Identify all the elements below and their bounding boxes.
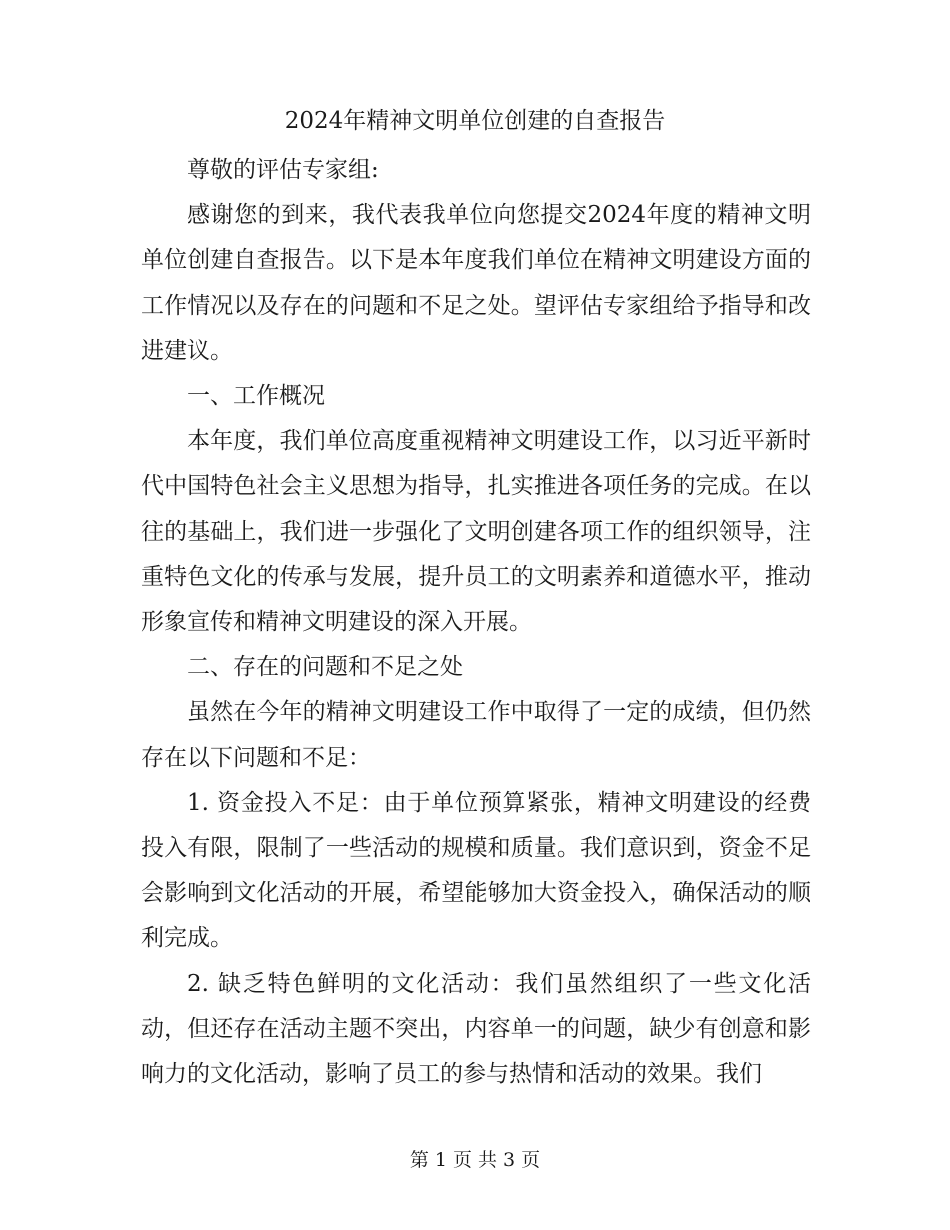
section-heading-overview: 一、工作概况	[187, 383, 325, 410]
section-heading-problems: 二、存在的问题和不足之处	[187, 654, 463, 681]
salutation-paragraph: 尊敬的评估专家组:	[187, 157, 379, 183]
page-footer: 第 1 页 共 3 页	[409, 1149, 541, 1171]
problems-intro-paragraph: 虽然在今年的精神文明建设工作中取得了一定的成绩，但仍然存在以下问题和不足：	[141, 699, 811, 771]
problem-item-1: 1. 资金投入不足：由于单位预算紧张，精神文明建设的经费投入有限，限制了一些活动的规模和质量。我们意识到，资金不足会影响到文化活动的开展，希望能够加大资金投入，确保活动的顺利完成。	[141, 789, 811, 952]
overview-paragraph: 本年度，我们单位高度重视精神文明建设工作，以习近平新时代中国特色社会主义思想为指导，扎实推进各项任务的完成。在以往的基础上，我们进一步强化了文明创建各项工作的组织领导，注重特色文化的传承与发展，提升员工的文明素养和道德水平，推动形象宣传和精神文明建设的深入开展。	[141, 428, 811, 636]
problem-item-2: 2. 缺乏特色鲜明的文化活动：我们虽然组织了一些文化活动，但还存在活动主题不突出，内容单一的问题，缺少有创意和影响力的文化活动，影响了员工的参与热情和活动的效果。我们	[141, 970, 811, 1088]
document-body	[141, 148, 811, 1097]
document-title: 2024年精神文明单位创建的自查报告	[284, 108, 666, 134]
intro-paragraph: 感谢您的到来，我代表我单位向您提交2024年度的精神文明单位创建自查报告。以下是本年度我们单位在精神文明建设方面的工作情况以及存在的问题和不足之处。望评估专家组给予指导和改进建议。	[141, 202, 811, 364]
